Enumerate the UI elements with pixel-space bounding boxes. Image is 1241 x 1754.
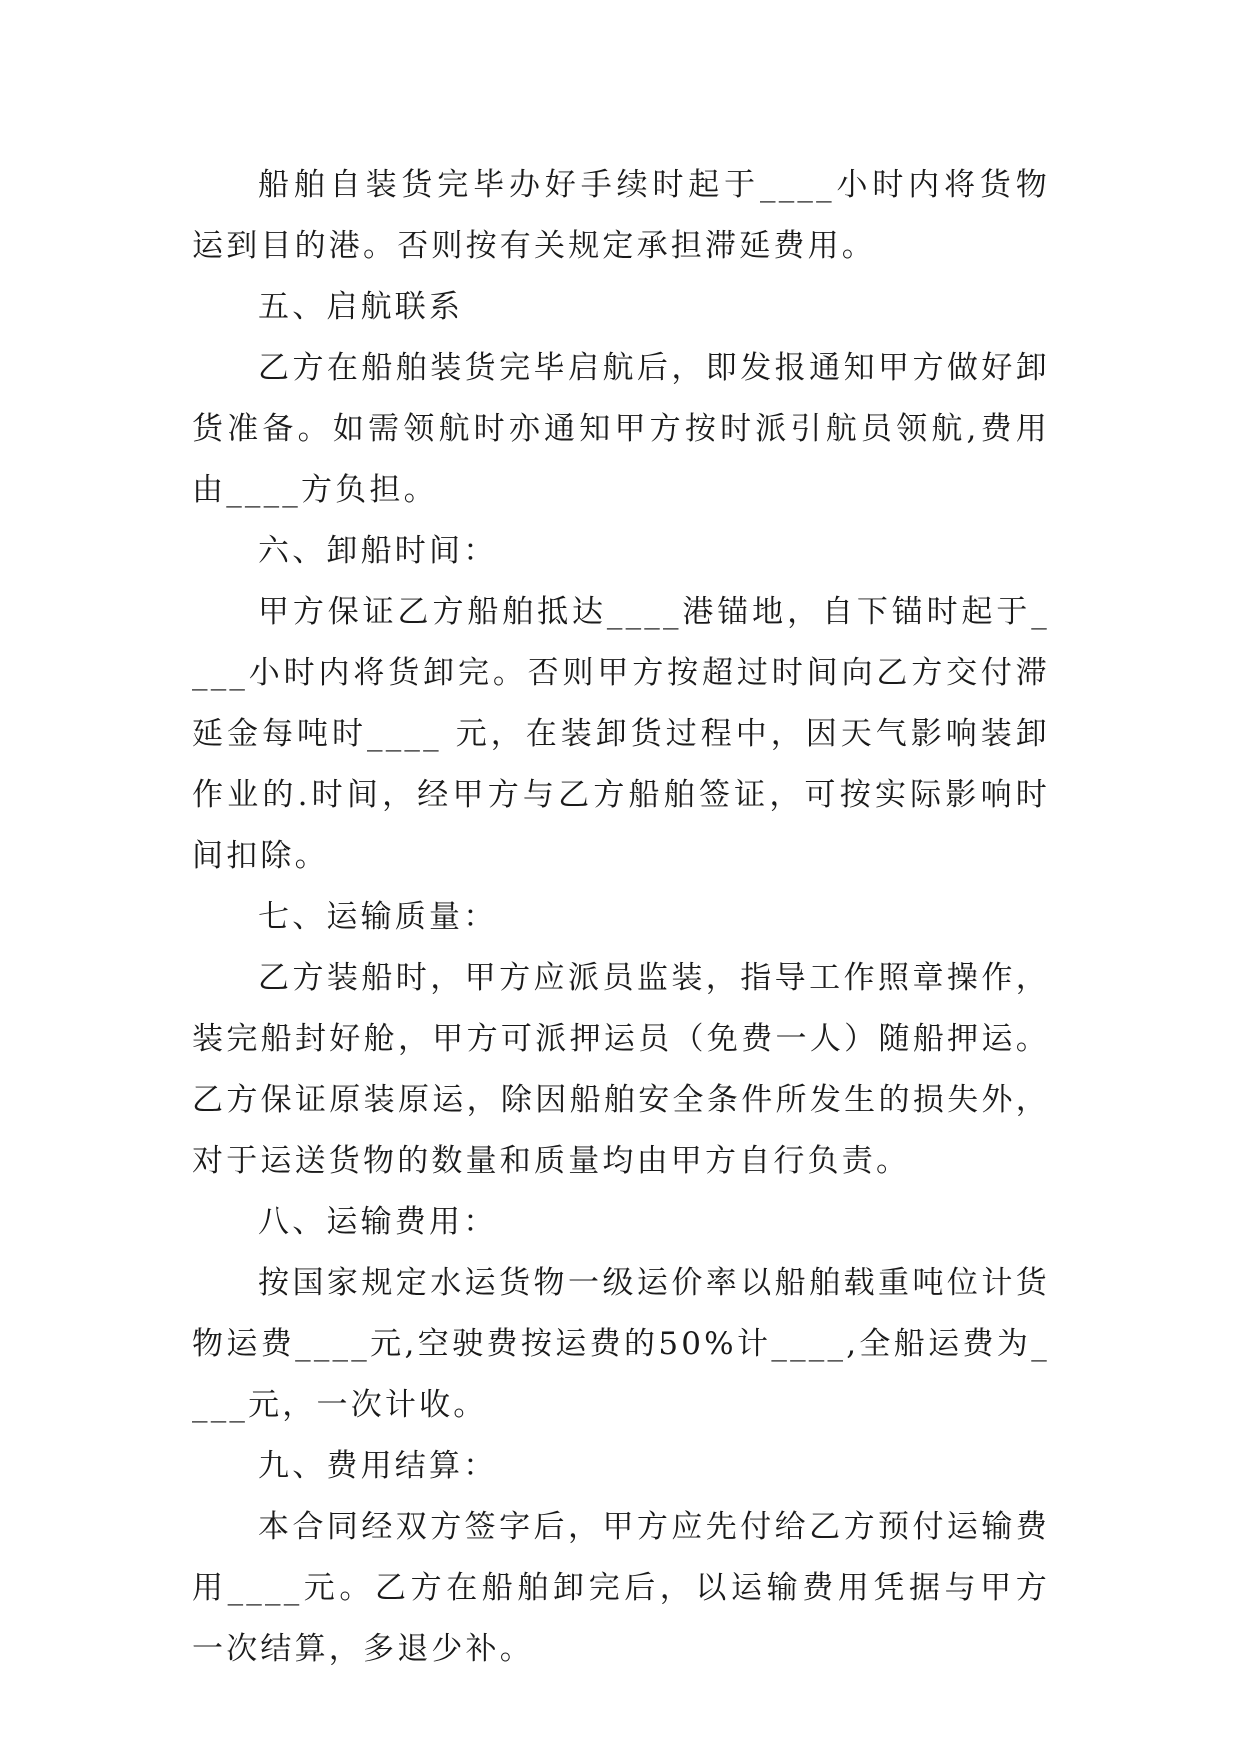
paragraph-fee-settlement: 本合同经双方签字后，甲方应先付给乙方预付运输费用____元。乙方在船舶卸完后，以运输费用凭据与甲方一次结算，多退少补。: [192, 1509, 1050, 1667]
section-heading-unloading-time: 六、卸船时间：: [258, 533, 498, 569]
paragraph-unloading-time: 甲方保证乙方船舶抵达____港锚地，自下锚时起于____小时内将货卸完。否则甲方按超过时间向乙方交付滞延金每吨时____ 元，在装卸货过程中，因天气影响装卸作业的.时间，经甲方与乙方船舶签证，可按实际影响时间扣除。: [192, 594, 1050, 874]
paragraph-transit-time: 船舶自装货完毕办好手续时起于____小时内将货物运到目的港。否则按有关规定承担滞延费用。: [192, 167, 1050, 264]
section-heading-departure-contact: 五、启航联系: [258, 289, 464, 325]
section-heading-fee-settlement: 九、费用结算：: [258, 1448, 498, 1484]
section-heading-transport-fees: 八、运输费用：: [258, 1204, 498, 1240]
section-heading-transport-quality: 七、运输质量：: [258, 899, 498, 935]
paragraph-departure-contact: 乙方在船舶装货完毕启航后，即发报通知甲方做好卸货准备。如需领航时亦通知甲方按时派引航员领航,费用由____方负担。: [192, 350, 1050, 508]
contract-text: [192, 155, 1050, 1680]
paragraph-transport-fees: 按国家规定水运货物一级运价率以船舶载重吨位计货物运费____元,空驶费按运费的50%计____,全船运费为____元，一次计收。: [192, 1265, 1050, 1423]
paragraph-transport-quality: 乙方装船时，甲方应派员监装，指导工作照章操作，装完船封好舱，甲方可派押运员（免费一人）随船押运。乙方保证原装原运，除因船舶安全条件所发生的损失外，对于运送货物的数量和质量均由甲方自行负责。: [192, 960, 1050, 1179]
